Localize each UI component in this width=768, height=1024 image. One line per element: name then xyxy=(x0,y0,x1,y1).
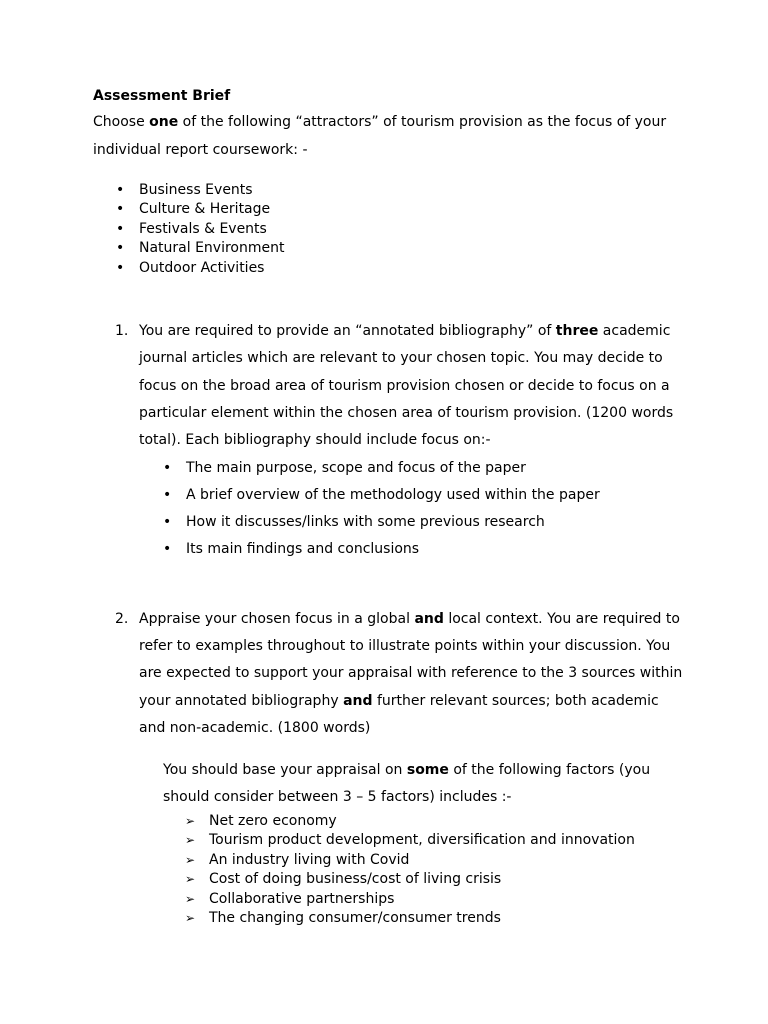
appraisal-paragraph xyxy=(163,757,683,812)
task-2-text-part-1: Appraise your chosen focus in a global xyxy=(139,610,415,627)
list-item: ➢ Net zero economy xyxy=(163,812,683,832)
task-1-text xyxy=(139,318,683,454)
list-item: • A brief overview of the methodology used within the paper xyxy=(139,482,683,509)
list-item: • The main purpose, scope and focus of the paper xyxy=(139,455,683,482)
task-2-number: 2. xyxy=(115,610,129,627)
list-item: ➢ Cost of doing business/cost of living crisis xyxy=(163,870,683,890)
list-item: ➢ The changing consumer/consumer trends xyxy=(163,909,683,929)
task-1-text-start: You are required to provide an “annotated bibliography” of xyxy=(139,323,556,340)
list-item: • Festivals & Events xyxy=(93,220,683,239)
list-item: • How it discusses/links with some previous research xyxy=(139,509,683,536)
factors-list xyxy=(163,812,683,929)
intro-paragraph xyxy=(93,109,683,164)
task-2-emphasis-2: and xyxy=(343,692,373,709)
task-1-text-end: academic journal articles which are relevant to your chosen topic. You may decide to focus on the broad area of tourism provision chosen or decide to focus on a particular element within the chosen area of tourism provision. (1200 words total). Each bibliography should include focus on:- xyxy=(139,323,674,449)
appraisal-text-end: of the following factors (you should consider between 3 – 5 factors) includes :- xyxy=(163,762,651,806)
list-item: • Culture & Heritage xyxy=(93,200,683,219)
page-title: Assessment Brief xyxy=(93,88,231,104)
intro-emphasis: one xyxy=(149,114,179,130)
task-1-emphasis: three xyxy=(555,323,599,340)
task-2-text xyxy=(139,606,683,742)
task-2-text-part-2: local context. You are required to refer to examples throughout to illustrate points within your discussion. You are expected to support your appraisal with reference to the 3 sources within your annotated bibliography xyxy=(139,610,683,709)
task-1 xyxy=(93,318,683,564)
list-item: ➢ Tourism product development, diversification and innovation xyxy=(163,831,683,851)
task-2-emphasis-1: and xyxy=(414,610,444,627)
list-item: • Business Events xyxy=(93,181,683,200)
bibliography-focus-list xyxy=(139,455,683,564)
task-2 xyxy=(93,606,683,742)
appraisal-text-start: You should base your appraisal on xyxy=(163,762,407,779)
document-body xyxy=(93,86,683,929)
task-2-text-part-3: further relevant sources; both academic and non-academic. (1800 words) xyxy=(139,692,659,736)
list-item: ➢ Collaborative partnerships xyxy=(163,890,683,910)
task-1-number: 1. xyxy=(115,323,129,340)
list-item: • Natural Environment xyxy=(93,239,683,258)
list-item: • Outdoor Activities xyxy=(93,259,683,278)
list-item: ➢ An industry living with Covid xyxy=(163,851,683,871)
intro-text-end: of the following “attractors” of tourism provision as the focus of your individual report coursework: - xyxy=(93,114,667,158)
intro-text-start: Choose xyxy=(93,114,150,130)
list-item: • Its main findings and conclusions xyxy=(139,536,683,563)
appraisal-emphasis: some xyxy=(406,762,449,779)
attractors-list xyxy=(93,181,683,278)
